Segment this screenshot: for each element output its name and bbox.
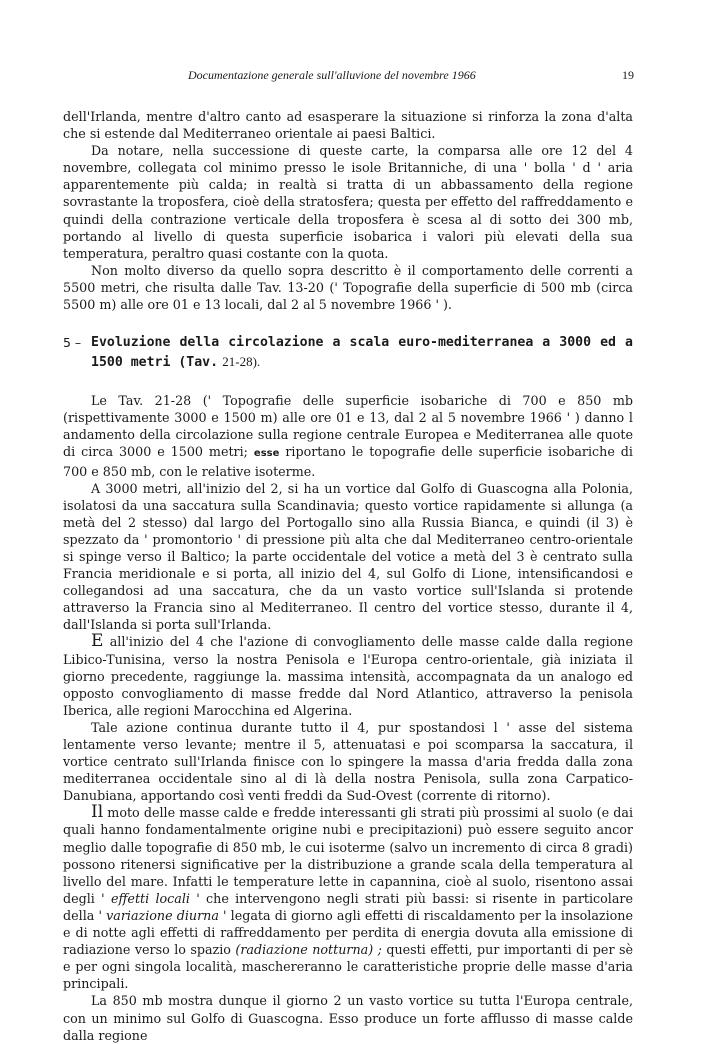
- section-title: Evoluzione della circolazione a scala euro-mediterranea a 3000 ed a 1500 metri (Tav.: [91, 335, 633, 371]
- text-run: riportano le topografie delle superficie isobariche di 700 e 850 mb, con le relative isoterme.: [63, 444, 633, 479]
- running-header: [0, 68, 726, 88]
- paragraph: [63, 392, 633, 479]
- paragraph: La 850 mb mostra dunque il giorno 2 un vasto vortice su tutta l'Europa centrale, con un minimo sul Golfo di Guascogna. Esso produce un forte afflusso di masse calde dalla regione: [63, 993, 633, 1043]
- italic-term: (radiazione notturna) ;: [235, 942, 382, 958]
- text-run: ' che intervengono negli strati più bassi: si risente in particolare della ': [63, 890, 633, 923]
- section-number: 5 –: [63, 335, 82, 351]
- paragraph: [63, 633, 633, 718]
- section-title-tail: 21-28).: [222, 354, 261, 370]
- initial-letter: Il: [91, 802, 104, 823]
- section-title-wrap: [91, 333, 633, 372]
- text-run: ' legata di giorno agli effetti di riscaldamento per la insolazione e di notte agli effetti di raffreddamento per perdita di energia dovuta alla emissione di radiazione verso lo spazio: [63, 907, 633, 958]
- page-number: 19: [622, 68, 634, 82]
- text-run: questi effetti, pur importanti di per sè e per ogni singola località, maschereranno le caratteristiche proprie delle masse d'aria principali.: [63, 942, 633, 992]
- section-heading: [63, 333, 633, 372]
- text-run: all'inizio del 4 che l'azione di convogliamento delle masse calde dalla regione Libico-Tunisina, verso la nostra Penisola e l'Europa centro-orientale, già iniziata il giorno precedente, raggiunge la. massima intensità, accompagnata da un analogo ed opposto convogliamento di masse fredde dal Nord Atlantico, attraverso la penisola Iberica, alle regioni Marocchina ed Algerina.: [63, 634, 633, 718]
- text-run: Le Tav. 21-28 (' Topografie delle superficie isobariche di 700 e 850 mb (rispettivamente 3000 e 1500 m) alle ore 01 e 13, dal 2 al 5 novembre 1966 ' ) danno l andamento della circolazione sulla regione centrale Europea e Mediterranea alle quote di circa 3000 e 1500 metri;: [63, 393, 633, 460]
- paragraph: [63, 804, 633, 992]
- text-run: moto delle masse calde e fredde interessanti gli strati più prossimi al suolo (e dai quali hanno fondamentalmente origine nubi e precipitazioni) può essere seguito ancor meglio dalle topografie di 850 mb, le cui isoterme (salvo un incremento di circa 8 gradi) possono ritenersi significative per la distribuzione a grande scala della temperatura al livello del mare. Infatti le temperature lette in capannina, cioè al suolo, risentono assai degli ': [63, 805, 633, 906]
- italic-term: effetti locali: [110, 890, 190, 906]
- paragraph: Da notare, nella successione di queste carte, la comparsa alle ore 12 del 4 novembre, collegata col minimo presso le isole Britanniche, di una ' bolla ' d ' aria apparentemente più calda; in realtà si tratta di un abbassamento della regione sovrastante la troposfera, cioè della stratosfera; questa per effetto del raffreddamento e quindi della contrazione verticale della troposfera è scesa al di sotto dei 300 mb, portando al livello di questa superficie isobarica i valori più elevati della sua temperatura, peraltro quasi costante con la quota.: [63, 143, 633, 261]
- paragraph: Non molto diverso da quello sopra descritto è il comportamento delle correnti a 5500 metri, che risulta dalle Tav. 13-20 (' Topografie della superficie di 500 mb (circa 5500 m) alle ore 01 e 13 locali, dal 2 al 5 novembre 1966 ' ).: [63, 262, 633, 313]
- paragraph: A 3000 metri, all'inizio del 2, si ha un vortice dal Golfo di Guascogna alla Polonia, isolatosi da una saccatura sulla Scandinavia; questo vortice rapidamente si allunga (a metà del 2 stesso) dal largo del Portogallo sino alla Russia Bianca, e quindi (il 3) è spezzato da ' promontorio ' di pressione più alta che dal Mediterraneo centro-orientale si spinge verso il Baltico; la parte occidentale del votice a metà del 3 è centrato sulla Francia meridionale e si porta, all inizio del 4, sul Golfo di Lione, intensificandosi e collegandosi ad una saccatura, che da un vasto vortice sull'Islanda si protende attraverso la Francia sino al Mediterraneo. Il centro del vortice stesso, durante il 4, dall'Islanda si porta sull'Irlanda.: [63, 480, 633, 633]
- header-title: Documentazione generale sull'alluvione del novembre 1966: [188, 68, 476, 82]
- text-run: esse: [253, 448, 280, 460]
- paragraph: Tale azione continua durante tutto il 4, pur spostandosi l ' asse del sistema lentamente verso levante; mentre il 5, attenuatasi e poi scomparsa la saccatura, il vortice centrato sull'Irlanda finisce con lo spingere la massa d'aria fredda dalla zona mediterranea occidentale sino al di là della nostra Penisola, sulla zona Carpatico-Danubiana, apportando così venti freddi da Sud-Ovest (corrente di ritorno).: [63, 719, 633, 804]
- initial-letter: E: [91, 631, 104, 652]
- page-body: [63, 108, 633, 1044]
- paragraph: dell'Irlanda, mentre d'altro canto ad esasperare la situazione si rinforza la zona d'alta che si estende dal Mediterraneo orientale ai paesi Baltici.: [63, 109, 633, 142]
- italic-term: variazione diurna: [106, 907, 219, 923]
